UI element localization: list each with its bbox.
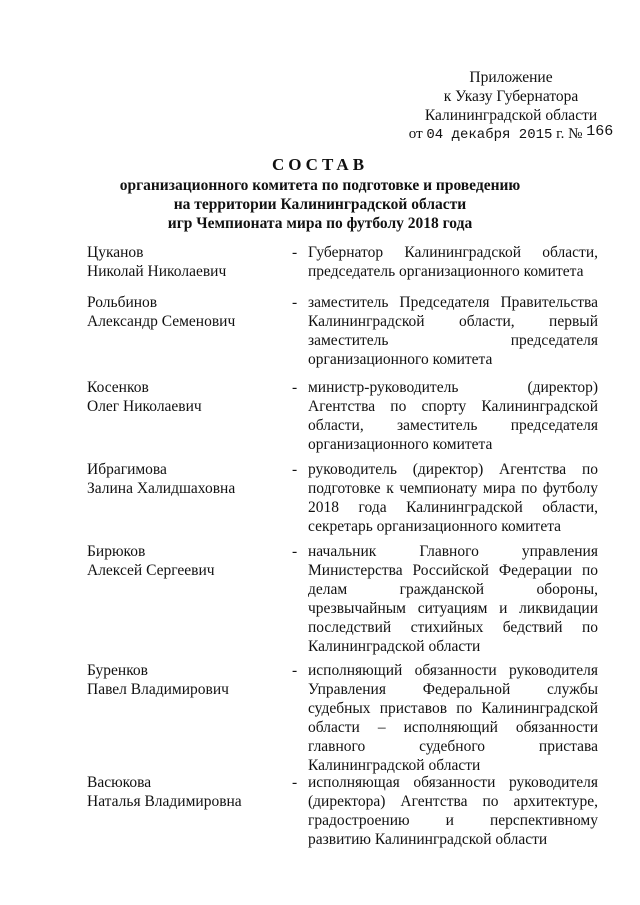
member-dash: -	[292, 543, 298, 560]
member-role: руководитель (директор) Агентства по подготовке к чемпионату мира по футболу 2018 года Калининградской области, секретарь организационного комитета	[308, 461, 598, 535]
member-surname: Ибрагимова	[87, 461, 167, 478]
member-surname: Рольбинов	[87, 294, 158, 311]
decree-date: 04 декабря 2015	[426, 127, 553, 143]
decree-number-label: г. №	[556, 126, 583, 142]
member-dash: -	[292, 244, 298, 261]
member-dash: -	[292, 379, 298, 396]
member-given-names: Залина Халидшаховна	[87, 480, 236, 497]
appendix-region: Калининградской области	[424, 107, 598, 124]
member-surname: Васюкова	[87, 774, 152, 791]
appendix-label: Приложение	[469, 69, 553, 86]
document-subtitle	[100, 176, 540, 233]
member-given-names: Николай Николаевич	[87, 263, 227, 280]
member-name	[87, 542, 287, 580]
member-surname: Косенков	[87, 379, 149, 396]
date-prefix: от	[408, 126, 423, 142]
appendix-block	[398, 68, 624, 145]
subtitle-line-3: игр Чемпионата мира по футболу 2018 года	[167, 215, 473, 232]
appendix-date-line	[398, 125, 624, 145]
member-role: начальник Главного управления Министерства Российской Федерации по делам гражданской обороны, чрезвычайным ситуациям и ликвидации последствий стихийных бедствий по Калининградской области	[308, 543, 598, 655]
member-given-names: Олег Николаевич	[87, 398, 202, 415]
member-surname: Цуканов	[87, 244, 144, 261]
member-role: Губернатор Калининградской области, председатель организационного комитета	[308, 244, 598, 280]
subtitle-line-2: на территории Калининградской области	[173, 196, 467, 213]
member-given-names: Наталья Владимировна	[87, 793, 242, 810]
member-name	[87, 378, 287, 416]
member-dash: -	[292, 662, 298, 679]
member-dash: -	[292, 461, 298, 478]
member-dash: -	[292, 774, 298, 791]
document-title: СОСТАВ	[271, 155, 369, 174]
member-surname: Бирюков	[87, 543, 146, 560]
appendix-decree-ref: к Указу Губернатора	[443, 88, 579, 105]
member-role: исполняющий обязанности руководителя Управления Федеральной службы судебных приставов по Калининградской области – исполняющий обязанности главного судебного пристава Калининградской области	[308, 662, 598, 774]
member-surname: Буренков	[87, 662, 149, 679]
member-role: министр-руководитель (директор) Агентства по спорту Калининградской области, заместитель председателя организационного комитета	[308, 379, 598, 453]
member-given-names: Павел Владимирович	[87, 681, 229, 698]
member-name	[87, 460, 287, 498]
member-given-names: Александр Семенович	[87, 313, 236, 330]
member-name	[87, 773, 287, 811]
subtitle-line-1: организационного комитета по подготовке и проведению	[119, 177, 521, 194]
member-name	[87, 243, 287, 281]
member-role: заместитель Председателя Правительства Калининградской области, первый заместитель председателя организационного комитета	[308, 294, 598, 368]
member-given-names: Алексей Сергеевич	[87, 562, 215, 579]
decree-number: 166	[586, 123, 614, 140]
member-name	[87, 293, 287, 331]
member-role: исполняющая обязанности руководителя (директора) Агентства по архитектуре, градостроению и перспективному развитию Калининградской области	[308, 774, 598, 848]
member-dash: -	[292, 294, 298, 311]
member-name	[87, 661, 287, 699]
